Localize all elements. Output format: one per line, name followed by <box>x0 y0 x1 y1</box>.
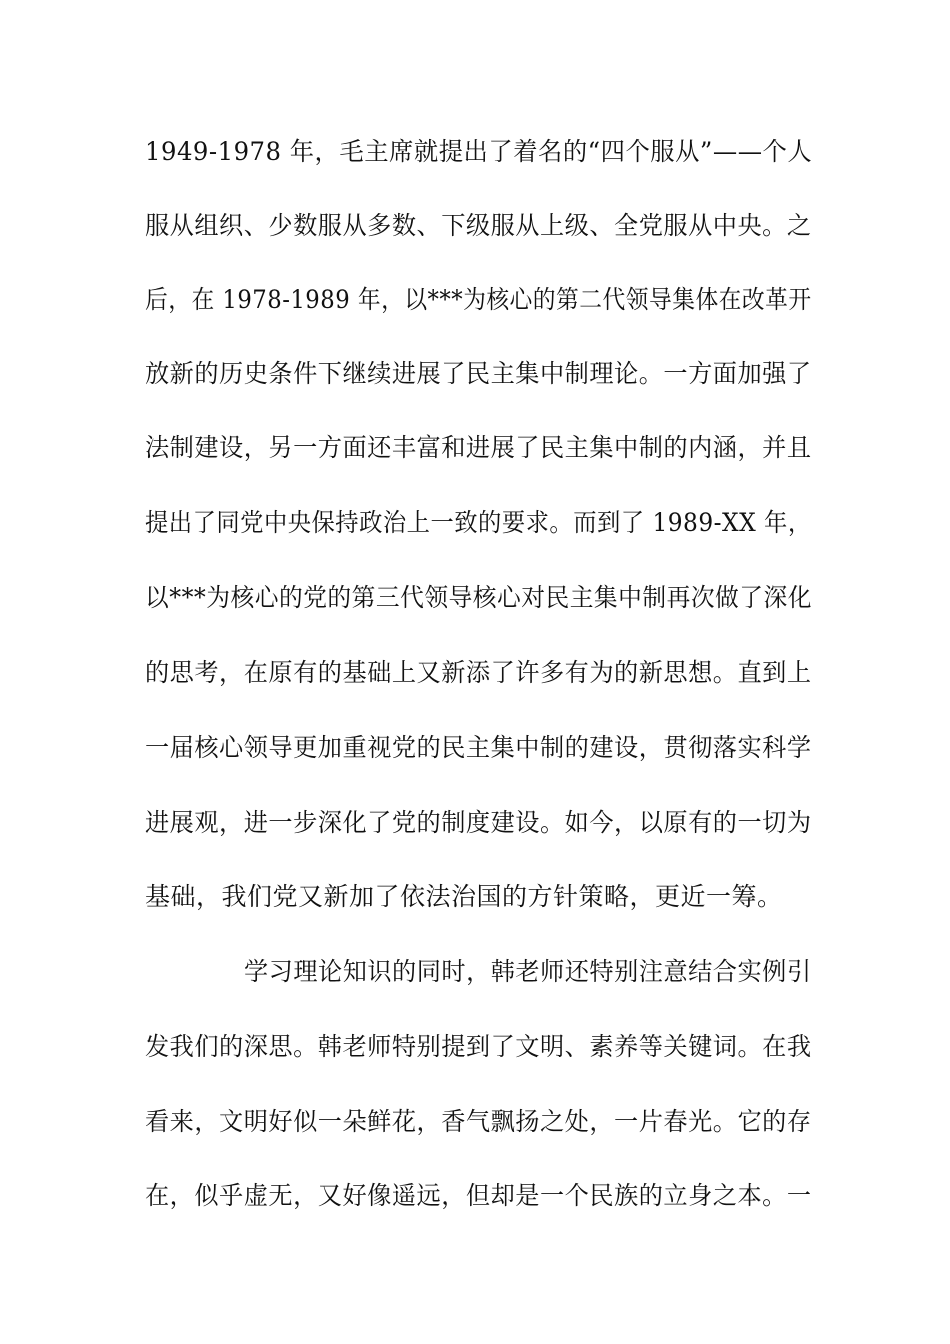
paragraph-1-line-7: 以***为核心的党的第三代领导核心对民主集中制再次做了深化 <box>145 583 812 612</box>
paragraph-2-line-2: 发我们的深思。韩老师特别提到了文明、素养等关键词。在我 <box>145 1032 812 1061</box>
paragraph-1-line-9: 一届核心领导更加重视党的民主集中制的建设，贯彻落实科学 <box>145 733 812 762</box>
paragraph-1-line-1: 1949-1978 年，毛主席就提出了着名的“四个服从”——个人 <box>145 137 813 166</box>
paragraph-1-line-8: 的思考，在原有的基础上又新添了许多有为的新思想。直到上 <box>145 658 812 687</box>
paragraph-1-line-3: 后，在 1978-1989 年，以***为核心的第二代领导集体在改革开 <box>145 285 812 314</box>
paragraph-2-line-1: 学习理论知识的同时，韩老师还特别注意结合实例引 <box>244 957 812 986</box>
paragraph-1-line-10: 进展观，进一步深化了党的制度建设。如今，以原有的一切为 <box>145 808 812 837</box>
paragraph-1-line-4: 放新的历史条件下继续进展了民主集中制理论。一方面加强了 <box>145 359 812 388</box>
paragraph-1-line-6: 提出了同党中央保持政治上一致的要求。而到了 1989-XX 年， <box>145 508 812 537</box>
paragraph-1-line-5: 法制建设，另一方面还丰富和进展了民主集中制的内涵，并且 <box>145 433 812 462</box>
paragraph-1-line-2: 服从组织、少数服从多数、下级服从上级、全党服从中央。之 <box>145 211 812 240</box>
paragraph-2-line-3: 看来，文明好似一朵鲜花，香气飘扬之处，一片春光。它的存 <box>145 1107 812 1136</box>
paragraph-1-line-11: 基础，我们党又新加了依法治国的方针策略，更近一筹。 <box>145 882 783 911</box>
paragraph-2-line-4: 在，似乎虚无，又好像遥远，但却是一个民族的立身之本。一 <box>145 1181 812 1210</box>
